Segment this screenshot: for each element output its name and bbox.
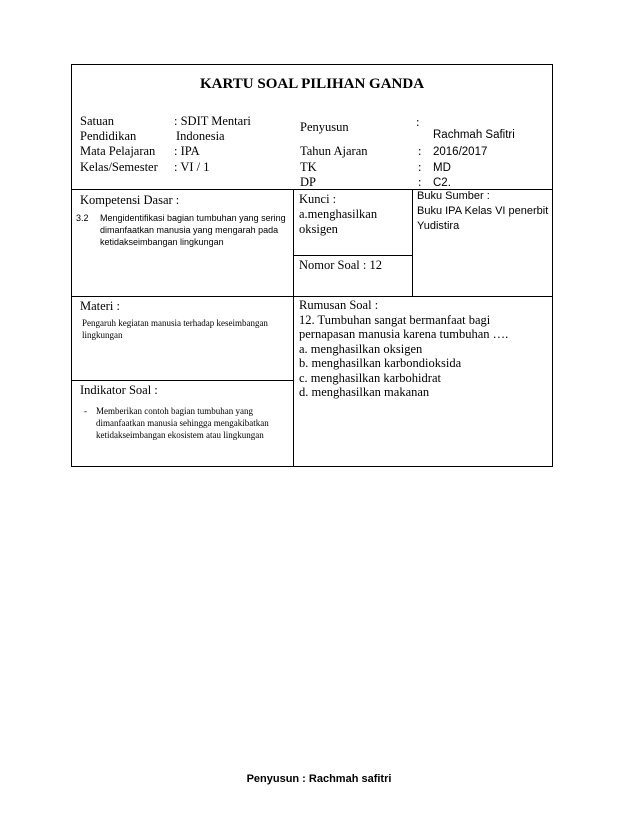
dp-colon: : <box>418 175 422 189</box>
tahun-colon: : <box>418 144 422 158</box>
tk-label: TK <box>300 160 317 174</box>
penyusun-value: Rachmah Safitri <box>433 129 515 141</box>
penyusun-colon: : <box>416 115 420 129</box>
tahun-label: Tahun Ajaran <box>300 144 368 158</box>
satuan-value: : SDIT Mentari Indonesia <box>174 114 251 143</box>
kelas-value: : VI / 1 <box>174 160 210 174</box>
indikator-text: Memberikan contoh bagian tumbuhan yang dimanfaatkan manusia sehingga mengakibatkan ketidakseimbangan ekosistem atau lingkungan <box>96 406 269 440</box>
nomor-soal: Nomor Soal : 12 <box>299 258 382 272</box>
option-c: c. menghasilkan karbohidrat <box>299 370 441 385</box>
indikator-label: Indikator Soal : <box>80 383 158 397</box>
materi-label: Materi : <box>80 299 120 313</box>
rumusan-soal: Rumusan Soal : 12. Tumbuhan sangat bermanfaat bagi pernapasan manusia karena tumbuhan …. a. menghasilkan oksigen b. menghasilkan karbondioksida c. menghasilkan karbohidrat d. menghasilkan makanan <box>299 298 551 400</box>
option-d: d. menghasilkan makanan <box>299 385 430 399</box>
mapel-value: : IPA <box>174 144 200 158</box>
dp-label: DP <box>300 175 316 189</box>
tahun-value: 2016/2017 <box>433 146 488 158</box>
option-b: b. menghasilkan karbondioksida <box>299 356 462 370</box>
satuan-label: Satuan Pendidikan <box>80 114 137 143</box>
tk-colon: : <box>418 160 422 174</box>
mapel-label: Mata Pelajaran <box>80 144 156 158</box>
kelas-label: Kelas/Semester <box>80 160 158 174</box>
kompetensi-label: Kompetensi Dasar : <box>80 193 180 207</box>
card-title: KARTU SOAL PILIHAN GANDA <box>199 76 425 92</box>
kunci-text: Kunci : a.menghasilkan oksigen <box>299 192 378 236</box>
option-a: a. menghasilkan oksigen <box>299 341 423 356</box>
buku-sumber: Buku Sumber : Buku IPA Kelas VI penerbit Yudistira <box>417 190 549 232</box>
tk-value: MD <box>433 162 451 174</box>
dp-value: C2. <box>433 177 451 189</box>
materi-text: Pengaruh kegiatan manusia terhadap keseimbangan lingkungan <box>82 318 268 340</box>
indikator-dash: - <box>84 406 87 416</box>
kompetensi-number: 3.2 <box>76 213 89 223</box>
penyusun-label: Penyusun <box>300 120 349 134</box>
kompetensi-text: Mengidentifikasi bagian tumbuhan yang sering dimanfaatkan manusia yang mengarah pada ketidakseimbangan lingkungan <box>100 213 286 247</box>
footer-penyusun: Penyusun : Rachmah safitri <box>246 773 392 785</box>
